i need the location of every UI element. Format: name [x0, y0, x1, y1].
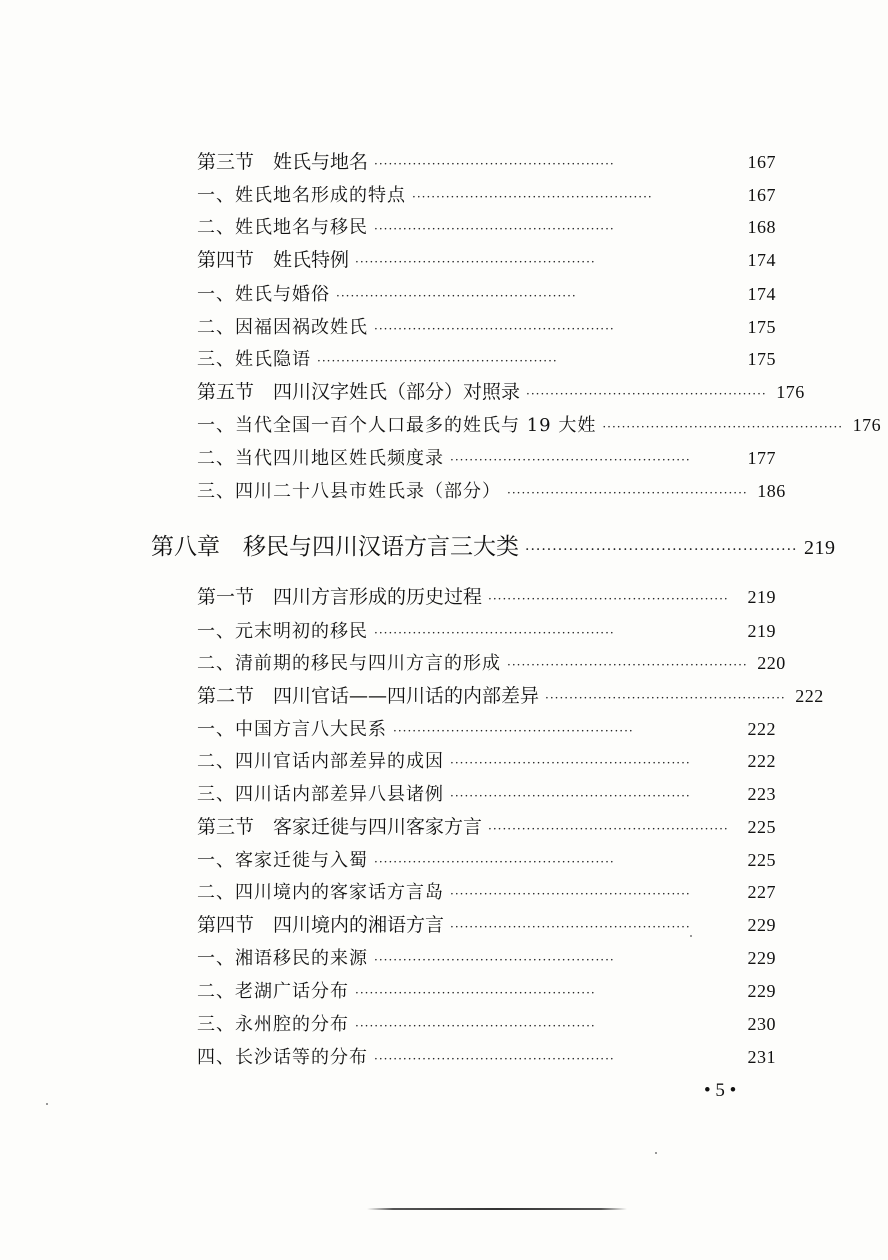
toc-entry-title: 二、四川境内的客家话方言岛 — [197, 882, 444, 903]
toc-page-number: 227 — [747, 882, 776, 902]
toc-entry-item — [197, 411, 882, 437]
toc-leader-dots: ·················································· — [450, 887, 691, 901]
toc-leader-dots: ·················································· — [450, 920, 691, 934]
toc-leader-dots: ·················································· — [355, 986, 596, 1000]
toc-leader-dots: ·················································· — [450, 453, 691, 467]
toc-leader-dots: ·················································· — [355, 255, 596, 269]
toc-entry-title: 一、姓氏地名形成的特点 — [197, 185, 406, 206]
toc-page-number: 186 — [757, 481, 786, 501]
toc-entry-title: 二、姓氏地名与移民 — [197, 217, 368, 238]
toc-page-number: 231 — [747, 1047, 776, 1067]
scan-edge-line — [367, 1208, 627, 1210]
toc-entry-item — [197, 213, 776, 239]
toc-entry-title: 第三节 姓氏与地名 — [197, 151, 369, 173]
toc-leader-dots: ·················································· — [450, 789, 691, 803]
toc-entry-item — [197, 181, 776, 207]
toc-entry-item — [197, 944, 776, 970]
toc-entry-section — [197, 582, 776, 609]
toc-chapter-title: 第八章 移民与四川汉语方言三大类 — [151, 534, 519, 560]
toc-page-number: 230 — [747, 1014, 776, 1034]
toc-page-number: 168 — [747, 217, 776, 237]
toc-entry-section — [197, 681, 824, 708]
toc-entry-item — [197, 977, 776, 1003]
toc-page-number: 225 — [747, 850, 776, 870]
page-number-folio: • 5 • — [704, 1080, 737, 1101]
toc-entry-item — [197, 649, 786, 675]
toc-page-number: 174 — [747, 284, 776, 304]
toc-entry-title: 第五节 四川汉字姓氏（部分）对照录 — [197, 381, 521, 403]
toc-page-number: 167 — [747, 152, 776, 172]
toc-entry-title: 一、当代全国一百个人口最多的姓氏与 19 大姓 — [197, 415, 597, 436]
toc-leader-dots: ·················································· — [374, 626, 615, 640]
toc-leader-dots: ·················································· — [525, 542, 798, 558]
toc-entry-title: 二、因福因祸改姓氏 — [197, 317, 368, 338]
toc-leader-dots: ·················································· — [602, 420, 844, 434]
toc-entry-title: 一、中国方言八大民系 — [197, 719, 387, 740]
toc-leader-dots: ·················································· — [393, 724, 634, 738]
toc-page-number: 175 — [747, 317, 776, 337]
toc-leader-dots: ·················································· — [450, 756, 691, 770]
toc-leader-dots: ·················································· — [488, 822, 729, 836]
toc-entry-item — [197, 345, 776, 371]
toc-entry-section — [197, 910, 776, 937]
toc-page-number: 222 — [747, 751, 776, 771]
toc-leader-dots: ·················································· — [507, 658, 748, 672]
toc-entry-title: 第三节 客家迁徙与四川客家方言 — [197, 816, 483, 838]
toc-entry-item — [197, 747, 776, 773]
toc-page-number: 219 — [804, 537, 836, 559]
toc-entry-item — [197, 477, 786, 503]
toc-entry-title: 第二节 四川官话——四川话的内部差异 — [197, 685, 540, 707]
toc-page-number: 220 — [757, 653, 786, 673]
toc-entry-title: 一、元末明初的移民 — [197, 621, 368, 642]
toc-leader-dots: ·················································· — [374, 222, 615, 236]
toc-entry-item — [197, 1010, 776, 1036]
toc-entry-item — [197, 780, 776, 806]
toc-leader-dots: ·················································· — [374, 1052, 615, 1066]
toc-entry-item — [197, 1043, 776, 1069]
toc-entry-title: 四、长沙话等的分布 — [197, 1047, 368, 1068]
toc-page-number: 229 — [747, 948, 776, 968]
toc-entry-item — [197, 617, 776, 643]
toc-leader-dots: ·················································· — [412, 190, 653, 204]
toc-leader-dots: ·················································· — [317, 354, 558, 368]
toc-page-number: 219 — [747, 621, 776, 641]
toc-entry-item — [197, 444, 776, 470]
scan-speck — [46, 1103, 48, 1105]
toc-leader-dots: ·················································· — [374, 855, 615, 869]
toc-entry-title: 第四节 姓氏特例 — [197, 249, 350, 271]
toc-entry-section — [197, 147, 776, 174]
toc-page-number: 175 — [747, 349, 776, 369]
toc-leader-dots: ·················································· — [488, 592, 729, 606]
toc-entry-title: 三、姓氏隐语 — [197, 349, 311, 370]
scan-speck — [655, 1152, 657, 1154]
toc-page-number: 229 — [747, 981, 776, 1001]
toc-page-number: 223 — [747, 784, 776, 804]
toc-entry-title: 第一节 四川方言形成的历史过程 — [197, 586, 483, 608]
toc-entry-title: 二、老湖广话分布 — [197, 981, 349, 1002]
toc-page-number: 222 — [795, 686, 824, 706]
toc-entry-title: 二、清前期的移民与四川方言的形成 — [197, 653, 501, 674]
toc-entry-title: 二、四川官话内部差异的成因 — [197, 751, 444, 772]
toc-entry-title: 一、姓氏与婚俗 — [197, 284, 330, 305]
toc-leader-dots: ·················································· — [374, 953, 615, 967]
toc-entry-title: 二、当代四川地区姓氏频度录 — [197, 448, 444, 469]
toc-entry-title: 三、四川二十八县市姓氏录（部分） — [197, 481, 501, 502]
toc-entry-chapter — [151, 528, 836, 561]
toc-page-number: 225 — [747, 817, 776, 837]
toc-page-number: 176 — [776, 382, 805, 402]
toc-entry-item — [197, 846, 776, 872]
toc-entry-item — [197, 313, 776, 339]
toc-entry-item — [197, 280, 776, 306]
toc-page-number: 229 — [747, 915, 776, 935]
toc-leader-dots: ·················································· — [507, 486, 748, 500]
toc-entry-section — [197, 377, 805, 404]
toc-leader-dots: ·················································· — [374, 157, 615, 171]
toc-page-number: 177 — [747, 448, 776, 468]
toc-page-number: 219 — [747, 587, 776, 607]
toc-entry-title: 一、客家迁徙与入蜀 — [197, 850, 368, 871]
toc-leader-dots: ·················································· — [355, 1019, 596, 1033]
toc-entry-title: 一、湘语移民的来源 — [197, 948, 368, 969]
toc-page-number: 167 — [747, 185, 776, 205]
toc-entry-item — [197, 715, 776, 741]
toc-leader-dots: ·················································· — [336, 289, 577, 303]
toc-entry-title: 第四节 四川境内的湘语方言 — [197, 914, 445, 936]
toc-entry-title: 三、永州腔的分布 — [197, 1014, 349, 1035]
toc-leader-dots: ·················································· — [526, 387, 767, 401]
toc-page-number: 222 — [747, 719, 776, 739]
toc-leader-dots: ·················································· — [545, 691, 786, 705]
toc-entry-section — [197, 812, 776, 839]
toc-entry-title: 三、四川话内部差异八县诸例 — [197, 784, 444, 805]
toc-leader-dots: ·················································· — [374, 322, 615, 336]
toc-page-number: 176 — [852, 415, 882, 435]
scan-speck — [690, 935, 692, 937]
toc-entry-item — [197, 878, 776, 904]
toc-page-number: 174 — [747, 250, 776, 270]
toc-entry-section — [197, 245, 776, 272]
